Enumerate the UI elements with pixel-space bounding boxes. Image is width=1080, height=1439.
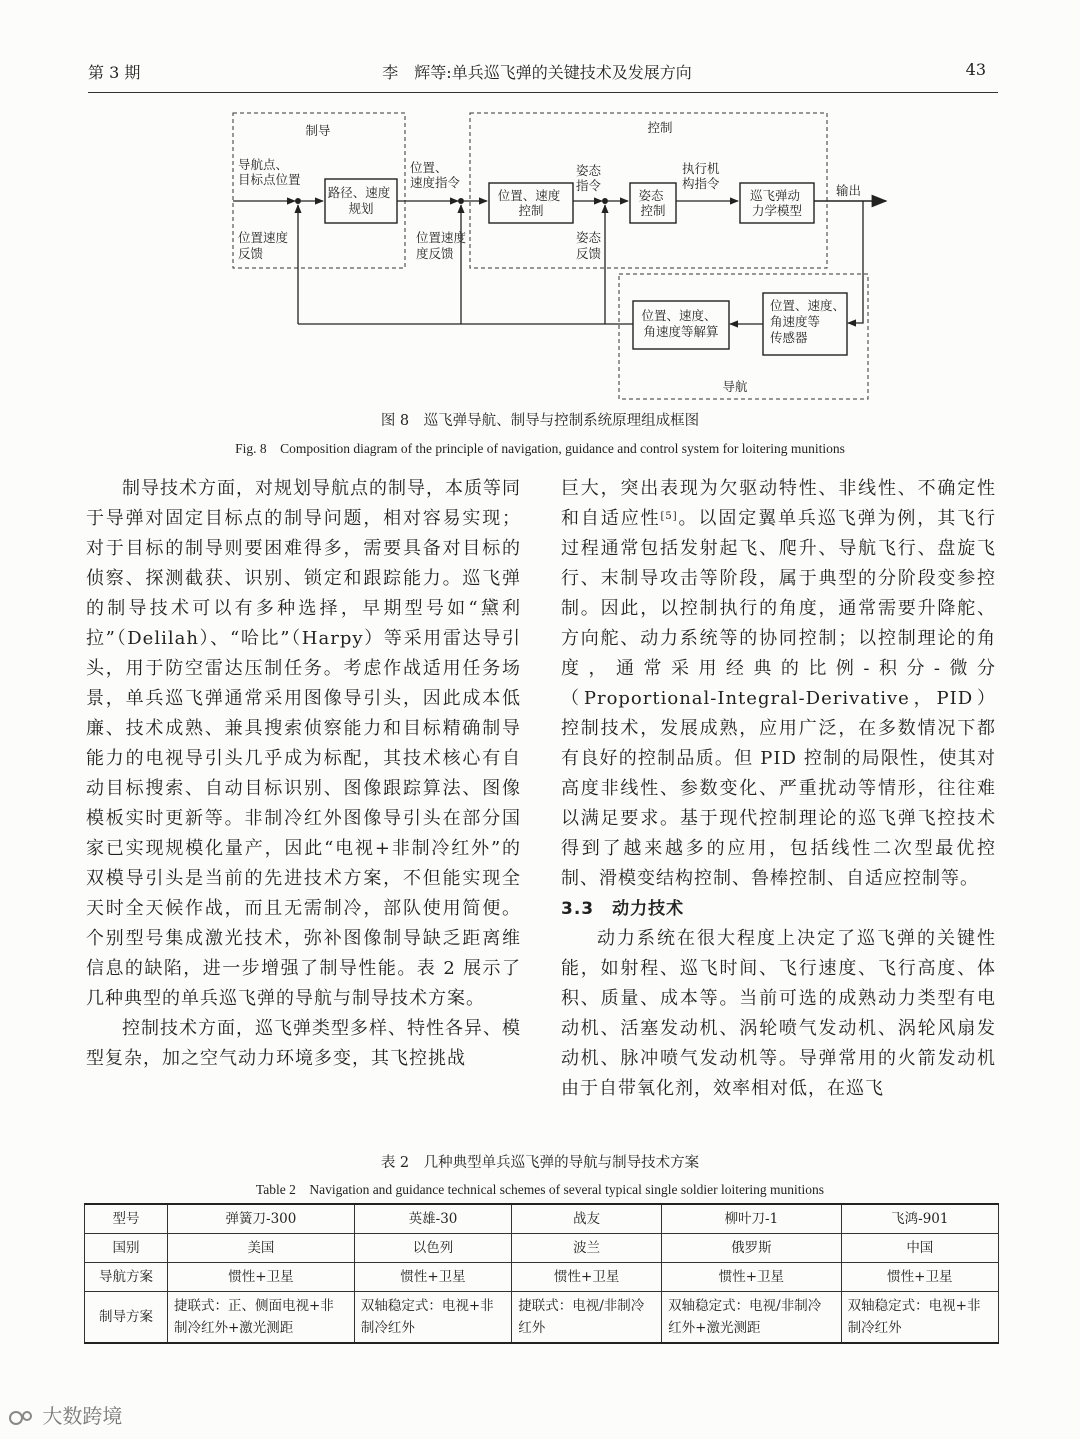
summing-junction-3 (602, 198, 608, 204)
table-caption-en: Table 2 Navigation and guidance technical schemes of several typical single soldier loitering munitions (255, 1182, 825, 1197)
munition-dynamics-label: 巡飞弹动 力学模型 (750, 188, 803, 218)
figure-caption-cn: 图 8 巡飞弹导航、制导与控制系统原理组成框图 (380, 413, 700, 429)
control-paragraph-start: 控制技术方面，巡飞弹类型多样、特性各异、模型复杂，加之空气动力环境多变，其飞控挑战 (86, 1018, 521, 1069)
table-cell: 双轴稳定式：电视/非制冷 红外+激光测距 (662, 1292, 841, 1344)
power-paragraph: 动力系统在很大程度上决定了巡飞弹的关键性能，如射程、巡飞时间、飞行速度、飞行高度、体积、质量、成本等。当前可选的成熟动力类型有电动机、活塞发动机、涡轮喷气发动机、涡轮风扇发动机、脉冲喷气发动机等。导弹常用的火箭发动机由于自带氧化剂，效率相对低，在巡飞 (561, 928, 996, 1099)
table-cell: 美国 (168, 1234, 355, 1263)
position-speed-command-label: 位置、 速度指令 (410, 160, 461, 190)
table-cell: 波兰 (512, 1234, 662, 1263)
table-cell: 弹簧刀-300 (168, 1204, 355, 1234)
table-cell: 战友 (512, 1204, 662, 1234)
path-speed-planning-label: 路径、速度 规划 (327, 185, 391, 216)
table-cell: 中国 (841, 1234, 998, 1263)
reference-5: [5] (660, 511, 678, 522)
navigation-label: 导航 (722, 379, 748, 394)
watermark-logo-icon (8, 1408, 36, 1428)
guidance-paragraph: 制导技术方面，对规划导航点的制导，本质等同于导弹对固定目标点的制导问题，相对容易实现；对于目标的制导则要困难得多，需要具备对目标的侦察、探测截获、识别、锁定和跟踪能力。巡飞弹的制导技术可以有多种选择，早期型号如“黛利拉”（Delilah）、“哈比”（Harpy）等采用雷达导引头，用于防空雷达压制任务。考虑作战适用任务场景，单兵巡飞弹通常采用图像导引头，因此成本低廉、技术成熟、兼具搜索侦察能力和目标精确制导能力的电视导引头几乎成为标配，其技术核心有自动目标搜索、自动目标识别、图像跟踪算法、图像模板实时更新等。非制冷红外图像导引头在部分国家已实现规模化量产，因此“电视+非制冷红外”的双模导引头是当前的先进技术方案，不但能实现全天时全天候作战，而且无需制冷，部队使用简便。个别型号集成激光技术，弥补图像制导缺乏距离维信息的缺陷，进一步增强了制导性能。表 2 展示了几种典型的单兵巡飞弹的导航与制导技术方案。 (86, 478, 521, 1009)
actuator-command-label: 执行机 构指令 (682, 161, 720, 191)
waypoint-input-label: 导航点、 目标点位置 (238, 157, 301, 187)
table-cell: 英雄-30 (354, 1204, 511, 1234)
control-paragraph-continued (561, 474, 996, 894)
summing-junction-2 (458, 198, 464, 204)
row-header-model: 型号 (85, 1204, 168, 1234)
table-cell: 以色列 (354, 1234, 511, 1263)
control-paragraph-part-a: 巨大，突出表现为欠驱动特性、非线性、不确定性和自适应性 (561, 478, 996, 529)
section-heading-3-3: 3.3 动力技术 (561, 899, 685, 919)
table-cell: 惯性+卫星 (841, 1263, 998, 1292)
row-header-guidance: 制导方案 (85, 1292, 168, 1344)
state-solver-label: 位置、速度、 角速度等解算 (641, 308, 719, 339)
watermark-text: 大数跨境 (42, 1404, 123, 1428)
navigation-guidance-table (84, 1203, 999, 1344)
article-title: 李 辉等:单兵巡飞弹的关键技术及发展方向 (382, 63, 692, 82)
table-cell: 双轴稳定式：电视+非 制冷红外 (841, 1292, 998, 1344)
table-cell: 飞鸿-901 (841, 1204, 998, 1234)
table-caption-cn: 表 2 几种典型单兵巡飞弹的导航与制导技术方案 (380, 1155, 700, 1171)
table-row (85, 1292, 999, 1344)
summing-junction-1 (295, 198, 301, 204)
table-cell: 惯性+卫星 (354, 1263, 511, 1292)
control-label: 控制 (647, 120, 673, 135)
table-cell: 俄罗斯 (662, 1234, 841, 1263)
left-column (86, 474, 521, 1074)
table-row (85, 1234, 999, 1263)
position-speed-feedback-label-2: 位置速度 度反馈 (416, 230, 467, 261)
position-speed-control-label: 位置、速度 控制 (497, 188, 561, 218)
control-paragraph-part-b: 。以固定翼单兵巡飞弹为例，其飞行过程通常包括发射起飞、爬升、导航飞行、盘旋飞行、末制导攻击等阶段，属于典型的分阶段变参控制。因此，以控制执行的角度，通常需要升降舵、方向舵、动力系统等的协同控制；以控制理论的角度，通常采用经典的比例-积分-微分（Proportional-Integral-Derivative，PID）控制技术，发展成熟，应用广泛，在多数情况下都有良好的控制品质。但 PID 控制的局限性，使其对高度非线性、参数变化、严重扰动等情形，往往难以满足要求。基于现代控制理论的巡飞弹飞控技术得到了越来越多的应用，包括线性二次型最优控制、滑模变结构控制、鲁棒控制、自适应控制等。 (561, 508, 996, 889)
table-row (85, 1263, 999, 1292)
table-cell: 惯性+卫星 (512, 1263, 662, 1292)
header-rule (88, 92, 998, 93)
guidance-label: 制导 (305, 123, 331, 138)
table-cell: 捷联式：正、侧面电视+非 制冷红外+激光测距 (168, 1292, 355, 1344)
output-label: 输出 (836, 183, 862, 198)
watermark (8, 1400, 122, 1429)
running-header (88, 60, 986, 90)
table-cell: 柳叶刀-1 (662, 1204, 841, 1234)
issue-number: 第 3 期 (88, 63, 141, 82)
sensor-label: 位置、速度、 角速度等 传感器 (770, 298, 846, 345)
table-cell: 惯性+卫星 (662, 1263, 841, 1292)
page-number: 43 (965, 60, 986, 79)
row-header-navigation: 导航方案 (85, 1263, 168, 1292)
figure-caption-en: Fig. 8 Composition diagram of the principle of navigation, guidance and control system for loitering munitions (235, 441, 845, 456)
attitude-feedback-label: 姿态 反馈 (576, 230, 602, 261)
table-row (85, 1204, 999, 1234)
attitude-command-label: 姿态 指令 (576, 163, 602, 193)
position-speed-feedback-label-1: 位置速度 反馈 (238, 230, 289, 261)
row-header-country: 国别 (85, 1234, 168, 1263)
table-cell: 双轴稳定式：电视+非 制冷红外 (354, 1292, 511, 1344)
block-diagram (200, 105, 900, 405)
right-column (561, 474, 996, 1104)
table-cell: 捷联式：电视/非制冷 红外 (512, 1292, 662, 1344)
attitude-control-label: 姿态 控制 (638, 188, 666, 218)
table-cell: 惯性+卫星 (168, 1263, 355, 1292)
